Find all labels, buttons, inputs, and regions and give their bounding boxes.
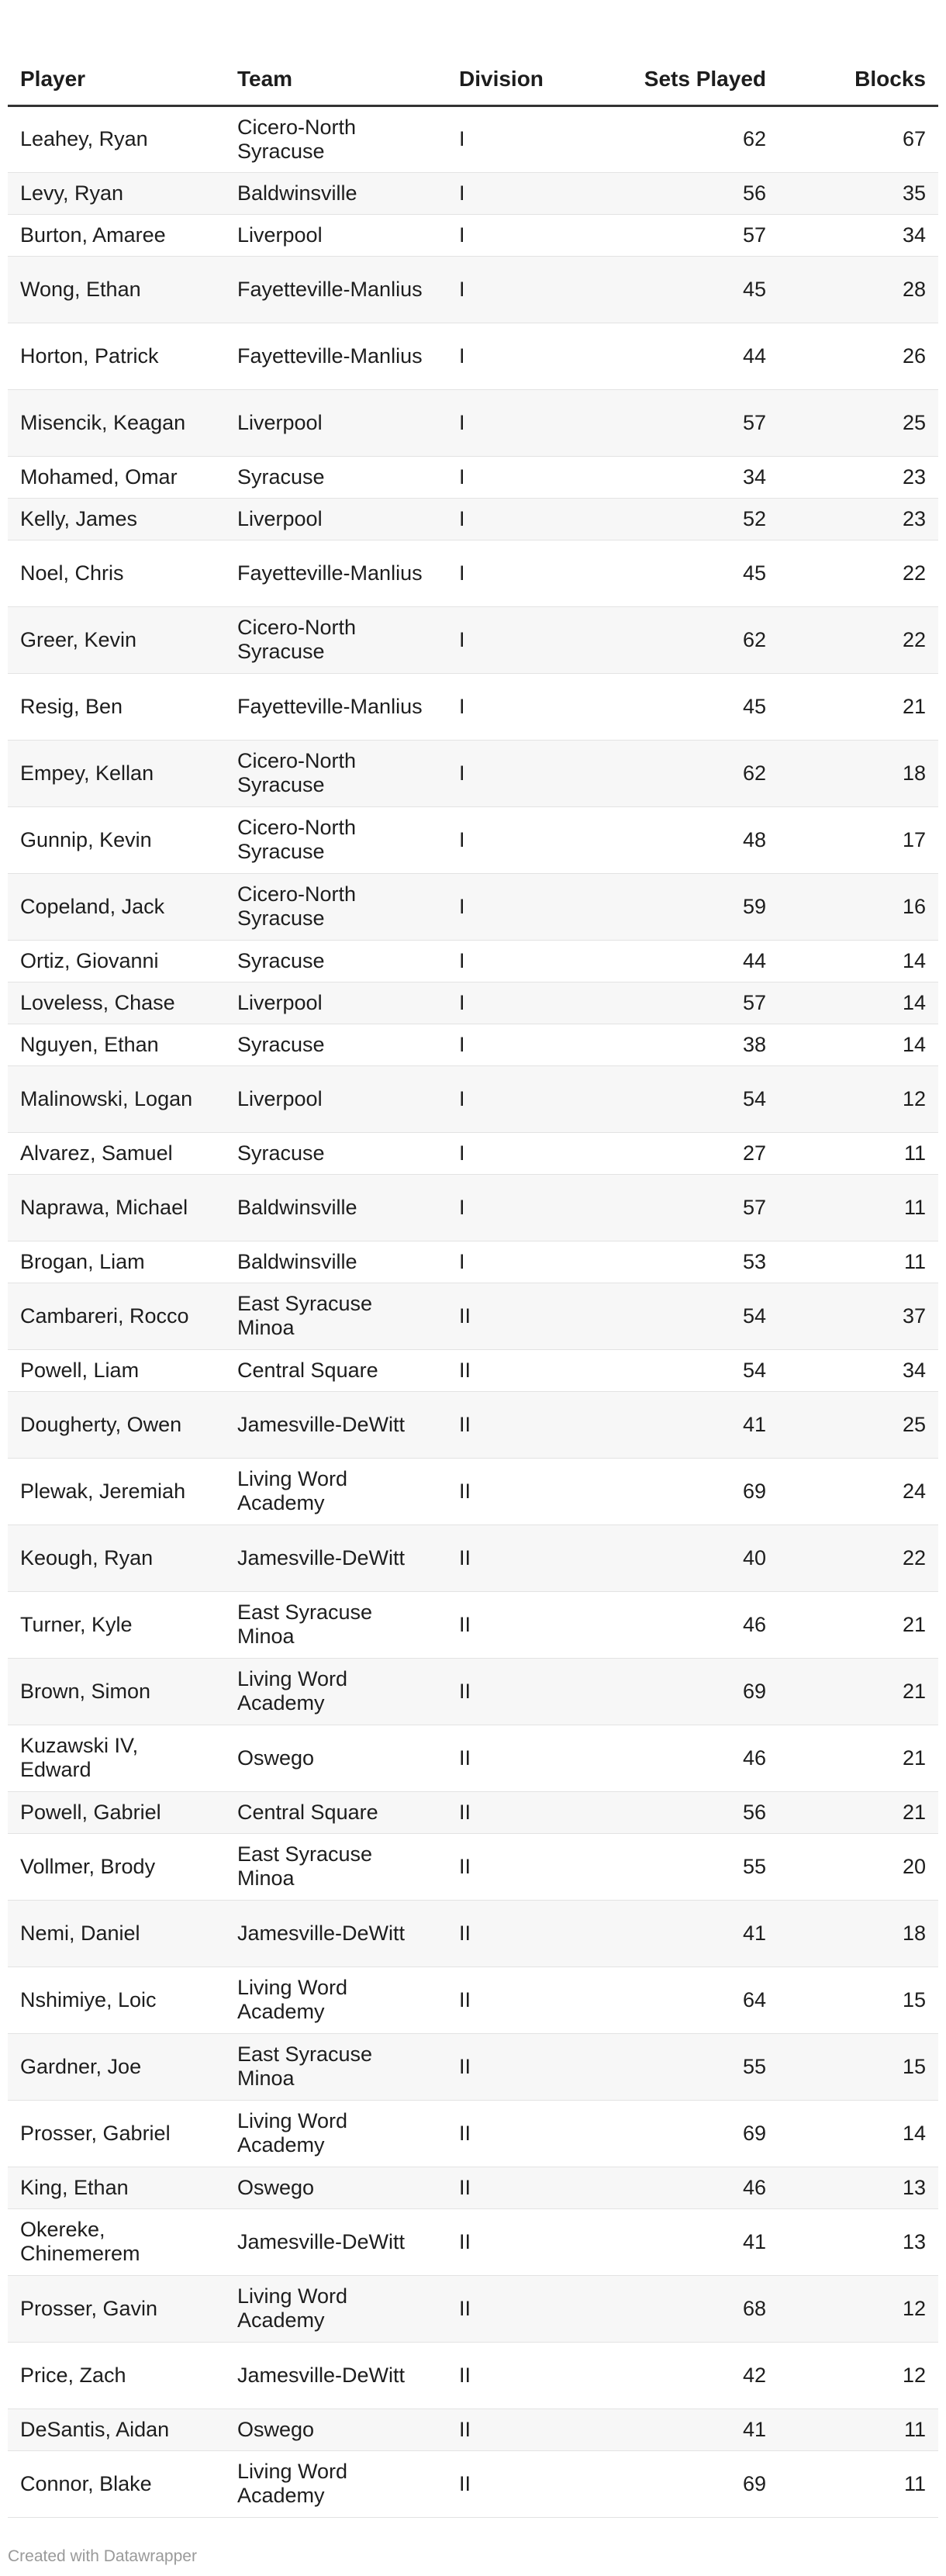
sets-played-cell: 38 — [589, 1024, 779, 1065]
table-row — [8, 2275, 938, 2342]
team-cell: Liverpool — [225, 389, 447, 456]
blocks-cell: 16 — [779, 873, 938, 940]
sets-played-cell: 56 — [589, 172, 779, 214]
team-cell: Living Word Academy — [225, 2450, 447, 2517]
division-cell: II — [447, 1833, 589, 1900]
player-cell: Keough, Ryan — [8, 1525, 225, 1591]
player-cell: Resig, Ben — [8, 673, 225, 740]
team-cell: Jamesville-DeWitt — [225, 1525, 447, 1591]
table-row — [8, 1065, 938, 1132]
team-cell: Baldwinsville — [225, 172, 447, 214]
sets-played-cell: 45 — [589, 540, 779, 606]
sets-played-cell: 46 — [589, 2167, 779, 2208]
blocks-cell: 17 — [779, 806, 938, 873]
sets-played-cell: 46 — [589, 1591, 779, 1658]
division-cell: I — [447, 172, 589, 214]
blocks-cell: 28 — [779, 256, 938, 323]
player-cell: Empey, Kellan — [8, 740, 225, 806]
sets-played-cell: 44 — [589, 323, 779, 389]
table-row — [8, 1024, 938, 1065]
team-cell: Central Square — [225, 1791, 447, 1833]
blocks-cell: 67 — [779, 105, 938, 172]
table-row — [8, 1658, 938, 1725]
player-cell: Levy, Ryan — [8, 172, 225, 214]
player-cell: Brogan, Liam — [8, 1241, 225, 1283]
blocks-leaders-table — [8, 29, 938, 2518]
blocks-cell: 25 — [779, 1391, 938, 1458]
team-cell: Cicero-North Syracuse — [225, 740, 447, 806]
team-cell: East Syracuse Minoa — [225, 1833, 447, 1900]
table-row — [8, 456, 938, 498]
division-cell: II — [447, 2342, 589, 2409]
division-cell: I — [447, 105, 589, 172]
team-cell: Oswego — [225, 2167, 447, 2208]
blocks-cell: 21 — [779, 1791, 938, 1833]
team-cell: Central Square — [225, 1349, 447, 1391]
column-header-player[interactable]: Player — [8, 29, 225, 105]
player-cell: Copeland, Jack — [8, 873, 225, 940]
team-cell: Jamesville-DeWitt — [225, 2208, 447, 2275]
blocks-cell: 21 — [779, 1725, 938, 1791]
sets-played-cell: 56 — [589, 1791, 779, 1833]
sets-played-cell: 69 — [589, 1658, 779, 1725]
table-row — [8, 172, 938, 214]
sets-played-cell: 62 — [589, 606, 779, 673]
player-cell: Kelly, James — [8, 498, 225, 540]
blocks-cell: 22 — [779, 606, 938, 673]
table-row — [8, 1791, 938, 1833]
player-cell: Naprawa, Michael — [8, 1174, 225, 1241]
player-cell: Alvarez, Samuel — [8, 1132, 225, 1174]
division-cell: I — [447, 806, 589, 873]
sets-played-cell: 54 — [589, 1349, 779, 1391]
division-cell: I — [447, 1024, 589, 1065]
blocks-cell: 12 — [779, 2342, 938, 2409]
sets-played-cell: 44 — [589, 940, 779, 982]
table-row — [8, 498, 938, 540]
table-row — [8, 1241, 938, 1283]
blocks-cell: 15 — [779, 1967, 938, 2033]
player-cell: Misencik, Keagan — [8, 389, 225, 456]
table-body — [8, 105, 938, 2517]
player-cell: Okereke, Chinemerem — [8, 2208, 225, 2275]
blocks-cell: 34 — [779, 1349, 938, 1391]
player-cell: Burton, Amaree — [8, 214, 225, 256]
team-cell: Fayetteville-Manlius — [225, 540, 447, 606]
division-cell: II — [447, 1391, 589, 1458]
player-cell: Prosser, Gavin — [8, 2275, 225, 2342]
player-cell: Greer, Kevin — [8, 606, 225, 673]
blocks-cell: 18 — [779, 1900, 938, 1967]
player-cell: Powell, Liam — [8, 1349, 225, 1391]
table-row — [8, 673, 938, 740]
sets-played-cell: 45 — [589, 673, 779, 740]
division-cell: II — [447, 2208, 589, 2275]
division-cell: II — [447, 1900, 589, 1967]
table-row — [8, 740, 938, 806]
player-cell: Nguyen, Ethan — [8, 1024, 225, 1065]
blocks-cell: 15 — [779, 2033, 938, 2100]
division-cell: I — [447, 323, 589, 389]
table-row — [8, 105, 938, 172]
table-row — [8, 1725, 938, 1791]
team-cell: Syracuse — [225, 940, 447, 982]
player-cell: Prosser, Gabriel — [8, 2100, 225, 2167]
team-cell: Syracuse — [225, 456, 447, 498]
sets-played-cell: 42 — [589, 2342, 779, 2409]
player-cell: Nshimiye, Loic — [8, 1967, 225, 2033]
team-cell: Fayetteville-Manlius — [225, 256, 447, 323]
table-row — [8, 214, 938, 256]
player-cell: Noel, Chris — [8, 540, 225, 606]
sets-played-cell: 57 — [589, 982, 779, 1024]
blocks-cell: 26 — [779, 323, 938, 389]
division-cell: I — [447, 540, 589, 606]
sets-played-cell: 41 — [589, 2208, 779, 2275]
table-row — [8, 606, 938, 673]
team-cell: Baldwinsville — [225, 1174, 447, 1241]
division-cell: I — [447, 606, 589, 673]
player-cell: Loveless, Chase — [8, 982, 225, 1024]
team-cell: Living Word Academy — [225, 1658, 447, 1725]
division-cell: I — [447, 256, 589, 323]
team-cell: Living Word Academy — [225, 2100, 447, 2167]
sets-played-cell: 55 — [589, 1833, 779, 1900]
blocks-cell: 25 — [779, 389, 938, 456]
sets-played-cell: 57 — [589, 389, 779, 456]
team-cell: Fayetteville-Manlius — [225, 323, 447, 389]
blocks-cell: 13 — [779, 2208, 938, 2275]
team-cell: Cicero-North Syracuse — [225, 105, 447, 172]
player-cell: Connor, Blake — [8, 2450, 225, 2517]
sets-played-cell: 64 — [589, 1967, 779, 2033]
sets-played-cell: 54 — [589, 1065, 779, 1132]
table-row — [8, 2450, 938, 2517]
division-cell: I — [447, 873, 589, 940]
sets-played-cell: 55 — [589, 2033, 779, 2100]
player-cell: DeSantis, Aidan — [8, 2409, 225, 2450]
sets-played-cell: 68 — [589, 2275, 779, 2342]
division-cell: I — [447, 1065, 589, 1132]
table-row — [8, 1591, 938, 1658]
player-cell: Gunnip, Kevin — [8, 806, 225, 873]
blocks-cell: 12 — [779, 2275, 938, 2342]
player-cell: Kuzawski IV, Edward — [8, 1725, 225, 1791]
table-row — [8, 389, 938, 456]
table-row — [8, 540, 938, 606]
blocks-cell: 11 — [779, 2409, 938, 2450]
team-cell: East Syracuse Minoa — [225, 1591, 447, 1658]
division-cell: II — [447, 1349, 589, 1391]
blocks-cell: 11 — [779, 2450, 938, 2517]
blocks-cell: 13 — [779, 2167, 938, 2208]
sets-played-cell: 53 — [589, 1241, 779, 1283]
player-cell: Wong, Ethan — [8, 256, 225, 323]
team-cell: Living Word Academy — [225, 2275, 447, 2342]
table-row — [8, 1967, 938, 2033]
player-cell: Horton, Patrick — [8, 323, 225, 389]
team-cell: Living Word Academy — [225, 1458, 447, 1525]
team-cell: Cicero-North Syracuse — [225, 806, 447, 873]
blocks-cell: 22 — [779, 540, 938, 606]
table-row — [8, 982, 938, 1024]
sets-played-cell: 54 — [589, 1283, 779, 1349]
player-cell: Plewak, Jeremiah — [8, 1458, 225, 1525]
sets-played-cell: 57 — [589, 1174, 779, 1241]
player-cell: King, Ethan — [8, 2167, 225, 2208]
blocks-cell: 14 — [779, 940, 938, 982]
player-cell: Brown, Simon — [8, 1658, 225, 1725]
player-cell: Mohamed, Omar — [8, 456, 225, 498]
team-cell: Liverpool — [225, 498, 447, 540]
division-cell: I — [447, 1132, 589, 1174]
blocks-cell: 21 — [779, 1658, 938, 1725]
team-cell: Jamesville-DeWitt — [225, 1900, 447, 1967]
table-row — [8, 2100, 938, 2167]
team-cell: Fayetteville-Manlius — [225, 673, 447, 740]
sets-played-cell: 62 — [589, 105, 779, 172]
blocks-cell: 34 — [779, 214, 938, 256]
sets-played-cell: 34 — [589, 456, 779, 498]
sets-played-cell: 27 — [589, 1132, 779, 1174]
team-cell: Cicero-North Syracuse — [225, 873, 447, 940]
team-cell: East Syracuse Minoa — [225, 2033, 447, 2100]
team-cell: Oswego — [225, 2409, 447, 2450]
team-cell: Cicero-North Syracuse — [225, 606, 447, 673]
table-row — [8, 873, 938, 940]
column-header-blocks[interactable]: Blocks — [779, 29, 938, 105]
division-cell: I — [447, 456, 589, 498]
sets-played-cell: 48 — [589, 806, 779, 873]
sets-played-cell: 46 — [589, 1725, 779, 1791]
sets-played-cell: 59 — [589, 873, 779, 940]
team-cell: Living Word Academy — [225, 1967, 447, 2033]
table-row — [8, 1391, 938, 1458]
blocks-cell: 11 — [779, 1132, 938, 1174]
table-row — [8, 256, 938, 323]
division-cell: II — [447, 1725, 589, 1791]
table-row — [8, 2208, 938, 2275]
table-row — [8, 1900, 938, 1967]
blocks-cell: 23 — [779, 498, 938, 540]
division-cell: I — [447, 673, 589, 740]
sets-played-cell: 41 — [589, 1391, 779, 1458]
table-row — [8, 323, 938, 389]
division-cell: I — [447, 389, 589, 456]
blocks-cell: 18 — [779, 740, 938, 806]
player-cell: Cambareri, Rocco — [8, 1283, 225, 1349]
table-header — [8, 29, 938, 105]
player-cell: Ortiz, Giovanni — [8, 940, 225, 982]
division-cell: II — [447, 1658, 589, 1725]
division-cell: II — [447, 2450, 589, 2517]
header-row — [8, 29, 938, 105]
column-header-team[interactable]: Team — [225, 29, 447, 105]
player-cell: Vollmer, Brody — [8, 1833, 225, 1900]
division-cell: II — [447, 2275, 589, 2342]
table-row — [8, 940, 938, 982]
blocks-cell: 12 — [779, 1065, 938, 1132]
division-cell: II — [447, 1591, 589, 1658]
table-row — [8, 2342, 938, 2409]
player-cell: Turner, Kyle — [8, 1591, 225, 1658]
division-cell: I — [447, 940, 589, 982]
blocks-cell: 21 — [779, 673, 938, 740]
sets-played-cell: 62 — [589, 740, 779, 806]
division-cell: II — [447, 1525, 589, 1591]
division-cell: II — [447, 1458, 589, 1525]
blocks-cell: 24 — [779, 1458, 938, 1525]
team-cell: Liverpool — [225, 214, 447, 256]
table-row — [8, 806, 938, 873]
player-cell: Malinowski, Logan — [8, 1065, 225, 1132]
player-cell: Leahey, Ryan — [8, 105, 225, 172]
blocks-cell: 21 — [779, 1591, 938, 1658]
sets-played-cell: 57 — [589, 214, 779, 256]
table-row — [8, 1132, 938, 1174]
table-row — [8, 2409, 938, 2450]
division-cell: I — [447, 1174, 589, 1241]
blocks-cell: 14 — [779, 2100, 938, 2167]
division-cell: I — [447, 1241, 589, 1283]
team-cell: East Syracuse Minoa — [225, 1283, 447, 1349]
division-cell: II — [447, 1967, 589, 2033]
division-cell: II — [447, 2100, 589, 2167]
table-row — [8, 2167, 938, 2208]
division-cell: I — [447, 498, 589, 540]
blocks-cell: 23 — [779, 456, 938, 498]
sets-played-cell: 41 — [589, 2409, 779, 2450]
player-cell: Price, Zach — [8, 2342, 225, 2409]
sets-played-cell: 52 — [589, 498, 779, 540]
datawrapper-credit[interactable]: Created with Datawrapper — [8, 2547, 197, 2565]
column-header-sets-played[interactable]: Sets Played — [589, 29, 779, 105]
division-cell: II — [447, 2167, 589, 2208]
sets-played-cell: 69 — [589, 1458, 779, 1525]
table-row — [8, 2033, 938, 2100]
blocks-cell: 37 — [779, 1283, 938, 1349]
sets-played-cell: 69 — [589, 2450, 779, 2517]
team-cell: Syracuse — [225, 1024, 447, 1065]
division-cell: I — [447, 740, 589, 806]
table-row — [8, 1349, 938, 1391]
blocks-cell: 11 — [779, 1174, 938, 1241]
table-row — [8, 1283, 938, 1349]
team-cell: Liverpool — [225, 1065, 447, 1132]
team-cell: Jamesville-DeWitt — [225, 1391, 447, 1458]
blocks-cell: 14 — [779, 982, 938, 1024]
sets-played-cell: 69 — [589, 2100, 779, 2167]
blocks-cell: 35 — [779, 172, 938, 214]
division-cell: II — [447, 2033, 589, 2100]
division-cell: II — [447, 1283, 589, 1349]
sets-played-cell: 41 — [589, 1900, 779, 1967]
table-row — [8, 1174, 938, 1241]
column-header-division[interactable]: Division — [447, 29, 589, 105]
player-cell: Nemi, Daniel — [8, 1900, 225, 1967]
blocks-cell: 11 — [779, 1241, 938, 1283]
team-cell: Oswego — [225, 1725, 447, 1791]
player-cell: Gardner, Joe — [8, 2033, 225, 2100]
team-cell: Syracuse — [225, 1132, 447, 1174]
player-cell: Powell, Gabriel — [8, 1791, 225, 1833]
division-cell: II — [447, 1791, 589, 1833]
table-row — [8, 1525, 938, 1591]
division-cell: I — [447, 214, 589, 256]
blocks-cell: 14 — [779, 1024, 938, 1065]
division-cell: II — [447, 2409, 589, 2450]
table-row — [8, 1833, 938, 1900]
table-row — [8, 1458, 938, 1525]
blocks-cell: 22 — [779, 1525, 938, 1591]
blocks-cell: 20 — [779, 1833, 938, 1900]
division-cell: I — [447, 982, 589, 1024]
player-cell: Dougherty, Owen — [8, 1391, 225, 1458]
team-cell: Jamesville-DeWitt — [225, 2342, 447, 2409]
team-cell: Liverpool — [225, 982, 447, 1024]
team-cell: Baldwinsville — [225, 1241, 447, 1283]
sets-played-cell: 45 — [589, 256, 779, 323]
sets-played-cell: 40 — [589, 1525, 779, 1591]
